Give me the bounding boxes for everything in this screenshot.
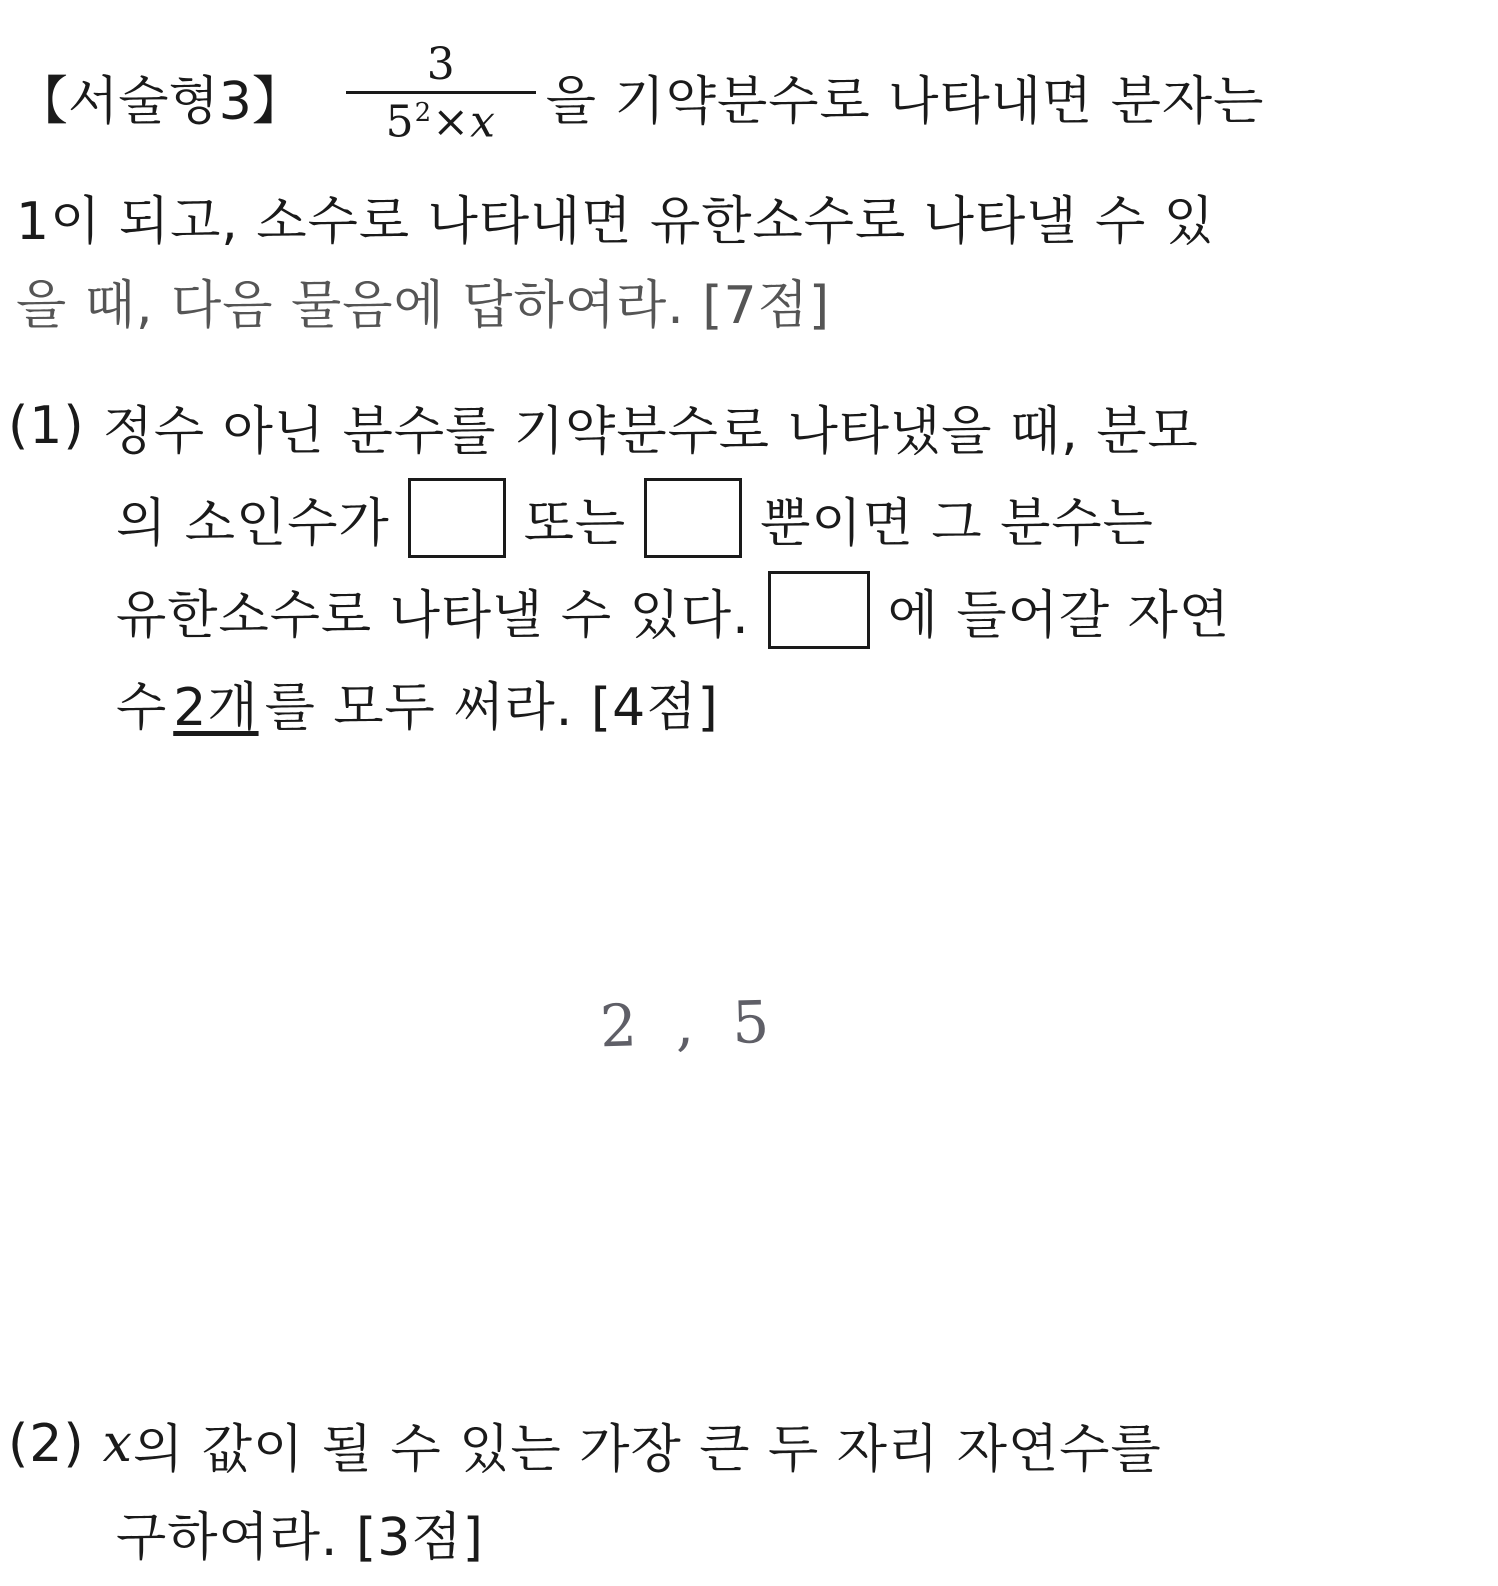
- fraction-expression: [346, 39, 536, 148]
- sub-question-1-emphasis: 2개: [173, 677, 259, 738]
- stem-line-3: 을 때, 다음 물음에 답하여라. [7점]: [16, 275, 831, 336]
- denominator-base: 5: [385, 96, 415, 148]
- sub-question-1-text-2c: 뿐이면 그 분수는: [760, 493, 1154, 554]
- fraction-denominator: [385, 94, 496, 148]
- fraction-numerator: 3: [426, 39, 455, 91]
- stem-line-1: [16, 26, 1486, 166]
- sub-question-1-text-1: 정수 아닌 분수를 기약분수로 나타냈을 때, 분모: [102, 401, 1199, 462]
- answer-blank-box-1[interactable]: [408, 478, 506, 558]
- denominator-exponent: 2: [414, 98, 433, 129]
- sub-question-1-text-2b: 또는: [523, 493, 627, 554]
- sub-question-2-text-2: 구하여라. [3점]: [116, 1507, 484, 1568]
- denominator-variable: x: [470, 96, 496, 148]
- sub-question-1-text-4a: 수: [116, 677, 168, 738]
- sub-question-1-line-3: [8, 564, 1488, 656]
- sub-question-1-line-1: [8, 380, 1488, 472]
- sub-question-2-line-1: [8, 1400, 1488, 1488]
- sub-question-1: [8, 380, 1488, 748]
- sub-question-2-line-2: [8, 1488, 1488, 1576]
- answer-blank-box-2[interactable]: [644, 478, 742, 558]
- sub-question-2: [8, 1400, 1488, 1576]
- stem-line-2: 1이 되고, 소수로 나타내면 유한소수로 나타낼 수 있: [16, 191, 1215, 252]
- sub-question-1-text-4b: 를 모두 써라. [4점]: [264, 677, 719, 738]
- answer-blank-box-3[interactable]: [768, 571, 870, 649]
- sub-question-1-text-3a: 유한소수로 나타낼 수 있다.: [116, 585, 750, 646]
- sub-question-2-number: (2): [8, 1414, 85, 1474]
- problem-tag: 【서술형3】: [16, 71, 304, 132]
- sub-question-1-text-2a: 의 소인수가: [116, 493, 390, 554]
- denominator-times: ×: [432, 96, 471, 148]
- sub-question-2-text-1: 의 값이 될 수 있는 가장 큰 두 자리 자연수를: [133, 1419, 1162, 1480]
- sub-question-1-number: (1): [8, 396, 85, 456]
- sub-question-1-line-2: [8, 472, 1488, 564]
- problem-stem: [16, 26, 1486, 340]
- handwritten-answer: 2 , 5: [599, 987, 780, 1061]
- sub-question-1-line-4: [8, 656, 1488, 748]
- sub-question-1-text-3b: 에 들어갈 자연: [887, 585, 1231, 646]
- sub-question-2-variable: x: [102, 1414, 133, 1474]
- stem-line-1-text: 을 기약분수로 나타내면 분자는: [545, 71, 1265, 132]
